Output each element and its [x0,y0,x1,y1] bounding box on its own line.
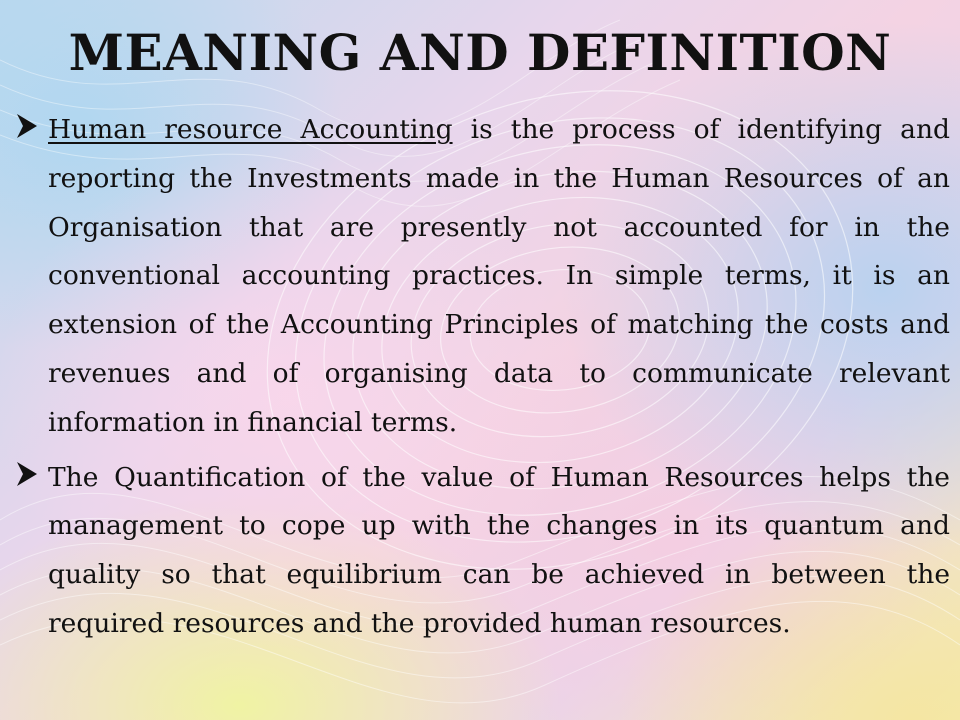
bullet-list [14,106,950,655]
bullet-text [48,106,950,448]
bullet-item [14,106,950,448]
bullet-text [48,454,950,649]
arrow-bullet-icon [14,108,40,144]
arrow-bullet-icon [14,456,40,492]
bullet-term: Human resource Accounting [48,114,453,145]
bullet-body: The Quantification of the value of Human Resources helps the management to cope up with the changes in its quantum and quality so that equilibrium can be achieved in between the required resources and the provided human resources. [48,461,950,639]
slide-title: MEANING AND DEFINITION [68,23,892,82]
bullet-body: is the process of identifying and reporting the Investments made in the Human Resources of an Organisation that are presently not accounted for in the conventional accounting practices. In simple terms, it is an extension of the Accounting Principles of matching the costs and revenues and of organising data to communicate relevant information in financial terms. [48,114,951,438]
bullet-item [14,454,950,649]
